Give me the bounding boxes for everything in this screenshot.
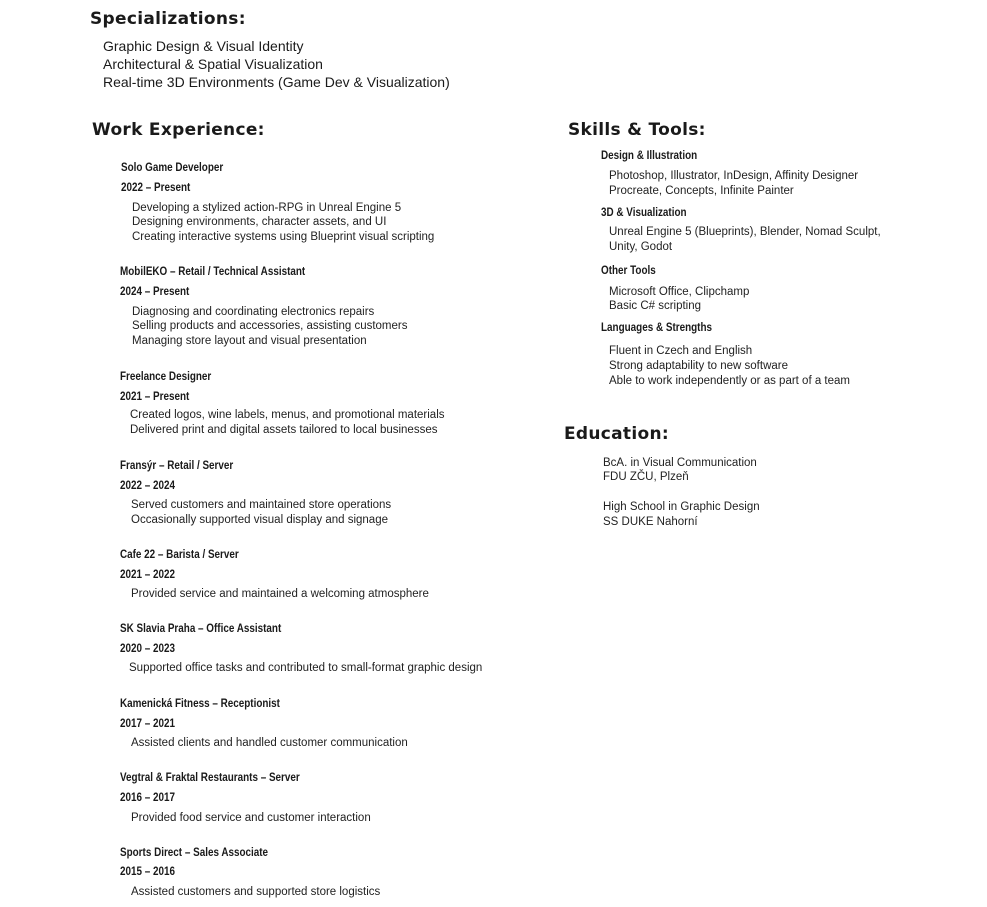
job-duty: Occasionally supported visual display and signage [131, 514, 388, 526]
job-title: Solo Game Developer [121, 162, 224, 174]
job-years: 2017 – 2021 [120, 718, 175, 730]
skill-line: Microsoft Office, Clipchamp [609, 286, 750, 298]
education-line: SS DUKE Nahorní [603, 516, 698, 528]
job-duty: Provided food service and customer interaction [131, 812, 371, 824]
job-years: 2021 – Present [120, 391, 190, 403]
job-duty: Served customers and maintained store operations [131, 499, 392, 511]
skill-group-title: Design & Illustration [601, 150, 698, 162]
skill-group-title: Other Tools [601, 265, 656, 277]
job-title: Kamenická Fitness – Receptionist [120, 698, 280, 710]
skills-heading: Skills & Tools: [568, 120, 706, 140]
job-years: 2020 – 2023 [120, 643, 175, 655]
specializations-heading: Specializations: [90, 9, 246, 29]
job-years: 2021 – 2022 [120, 569, 175, 581]
skill-line: Basic C# scripting [609, 300, 702, 312]
job-title: MobilEKO – Retail / Technical Assistant [120, 266, 306, 278]
job-duty: Created logos, wine labels, menus, and promotional materials [130, 409, 445, 421]
education-line: BcA. in Visual Communication [603, 457, 757, 469]
specialization-item: Architectural & Spatial Visualization [103, 56, 323, 72]
job-years: 2015 – 2016 [120, 866, 175, 878]
job-duty: Developing a stylized action-RPG in Unreal Engine 5 [132, 202, 402, 214]
job-years: 2024 – Present [120, 286, 190, 298]
work-experience-heading: Work Experience: [92, 120, 265, 140]
job-duty: Delivered print and digital assets tailored to local businesses [130, 424, 438, 436]
job-duty: Designing environments, character assets, and UI [132, 216, 387, 228]
job-duty: Supported office tasks and contributed to small-format graphic design [129, 662, 483, 674]
skill-line: Procreate, Concepts, Infinite Painter [609, 185, 794, 197]
skill-line: Fluent in Czech and English [609, 345, 753, 357]
job-title: Vegtral & Fraktal Restaurants – Server [120, 772, 300, 784]
specialization-item: Graphic Design & Visual Identity [103, 38, 304, 54]
job-title: Freelance Designer [120, 371, 212, 383]
job-years: 2016 – 2017 [120, 792, 175, 804]
job-duty: Assisted clients and handled customer communication [131, 737, 408, 749]
job-duty: Managing store layout and visual presentation [132, 335, 367, 347]
education-line: FDU ZČU, Plzeň [603, 471, 689, 483]
specialization-item: Real-time 3D Environments (Game Dev & Visualization) [103, 74, 450, 90]
education-line: High School in Graphic Design [603, 501, 760, 513]
job-title: Cafe 22 – Barista / Server [120, 549, 239, 561]
job-title: Sports Direct – Sales Associate [120, 847, 269, 859]
skill-line: Unreal Engine 5 (Blueprints), Blender, Nomad Sculpt, [609, 226, 881, 238]
job-duty: Diagnosing and coordinating electronics repairs [132, 306, 375, 318]
skill-group-title: Languages & Strengths [601, 322, 713, 334]
skill-line: Able to work independently or as part of a team [609, 375, 851, 387]
skill-group-title: 3D & Visualization [601, 207, 687, 219]
job-years: 2022 – Present [121, 182, 191, 194]
job-title: Fransýr – Retail / Server [120, 460, 234, 472]
education-heading: Education: [564, 424, 669, 444]
job-duty: Selling products and accessories, assisting customers [132, 320, 408, 332]
skill-line: Unity, Godot [609, 241, 673, 253]
job-years: 2022 – 2024 [120, 480, 175, 492]
job-duty: Provided service and maintained a welcoming atmosphere [131, 588, 429, 600]
job-duty: Assisted customers and supported store logistics [131, 886, 381, 898]
job-duty: Creating interactive systems using Blueprint visual scripting [132, 231, 435, 243]
skill-line: Photoshop, Illustrator, InDesign, Affinity Designer [609, 170, 859, 182]
job-title: SK Slavia Praha – Office Assistant [120, 623, 282, 635]
skill-line: Strong adaptability to new software [609, 360, 788, 372]
